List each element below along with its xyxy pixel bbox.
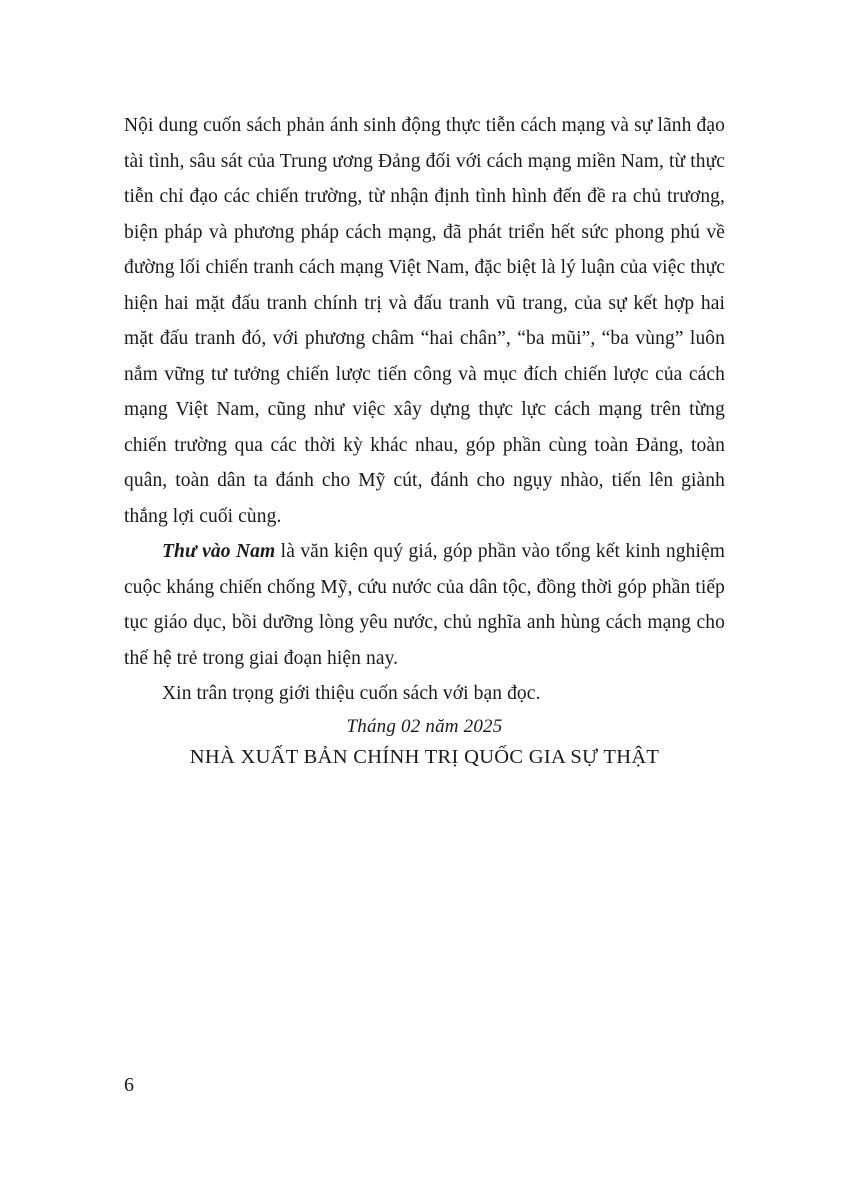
page-number: 6 <box>124 1074 135 1096</box>
paragraph-3: Xin trân trọng giới thiệu cuốn sách với bạn đọc. <box>162 683 541 704</box>
signature-date: Tháng 02 năm 2025 <box>346 716 503 737</box>
paragraph-1: Nội dung cuốn sách phản ánh sinh động thực tiễn cách mạng và sự lãnh đạo tài tình, sâu sát của Trung ương Đảng đối với cách mạng miền Nam, từ thực tiễn chỉ đạo các chiến trường, từ nhận định tình hình đến đề ra chủ trương, biện pháp và phương pháp cách mạng, đã phát triển hết sức phong phú về đường lối chiến tranh cách mạng Việt Nam, đặc biệt là lý luận của việc thực hiện hai mặt đấu tranh chính trị và đấu tranh vũ trang, của sự kết hợp hai mặt đấu tranh đó, với phương châm “hai chân”, “ba mũi”, “ba vùng” luôn nắm vững tư tưởng chiến lược tiến công và mục đích chiến lược của cách mạng Việt Nam, cũng như việc xây dựng thực lực cách mạng trên từng chiến trường qua các thời kỳ khác nhau, góp phần cùng toàn Đảng, toàn quân, toàn dân ta đánh cho Mỹ cút, đánh cho ngụy nhào, tiến lên giành thắng lợi cuối cùng. <box>124 115 725 527</box>
body-text-block <box>124 108 725 712</box>
paragraph-2-text: là văn kiện quý giá, góp phần vào tổng kết kinh nghiệm cuộc kháng chiến chống Mỹ, cứu nước của dân tộc, đồng thời góp phần tiếp tục giáo dục, bồi dưỡng lòng yêu nước, chủ nghĩa anh hùng cách mạng cho thế hệ trẻ trong giai đoạn hiện nay. <box>124 541 725 669</box>
signature-publisher: NHÀ XUẤT BẢN CHÍNH TRỊ QUỐC GIA SỰ THẬT <box>189 746 660 768</box>
paragraph-2 <box>124 534 725 676</box>
book-title-emphasis: Thư vào Nam <box>162 541 276 562</box>
signature-block <box>124 712 725 772</box>
